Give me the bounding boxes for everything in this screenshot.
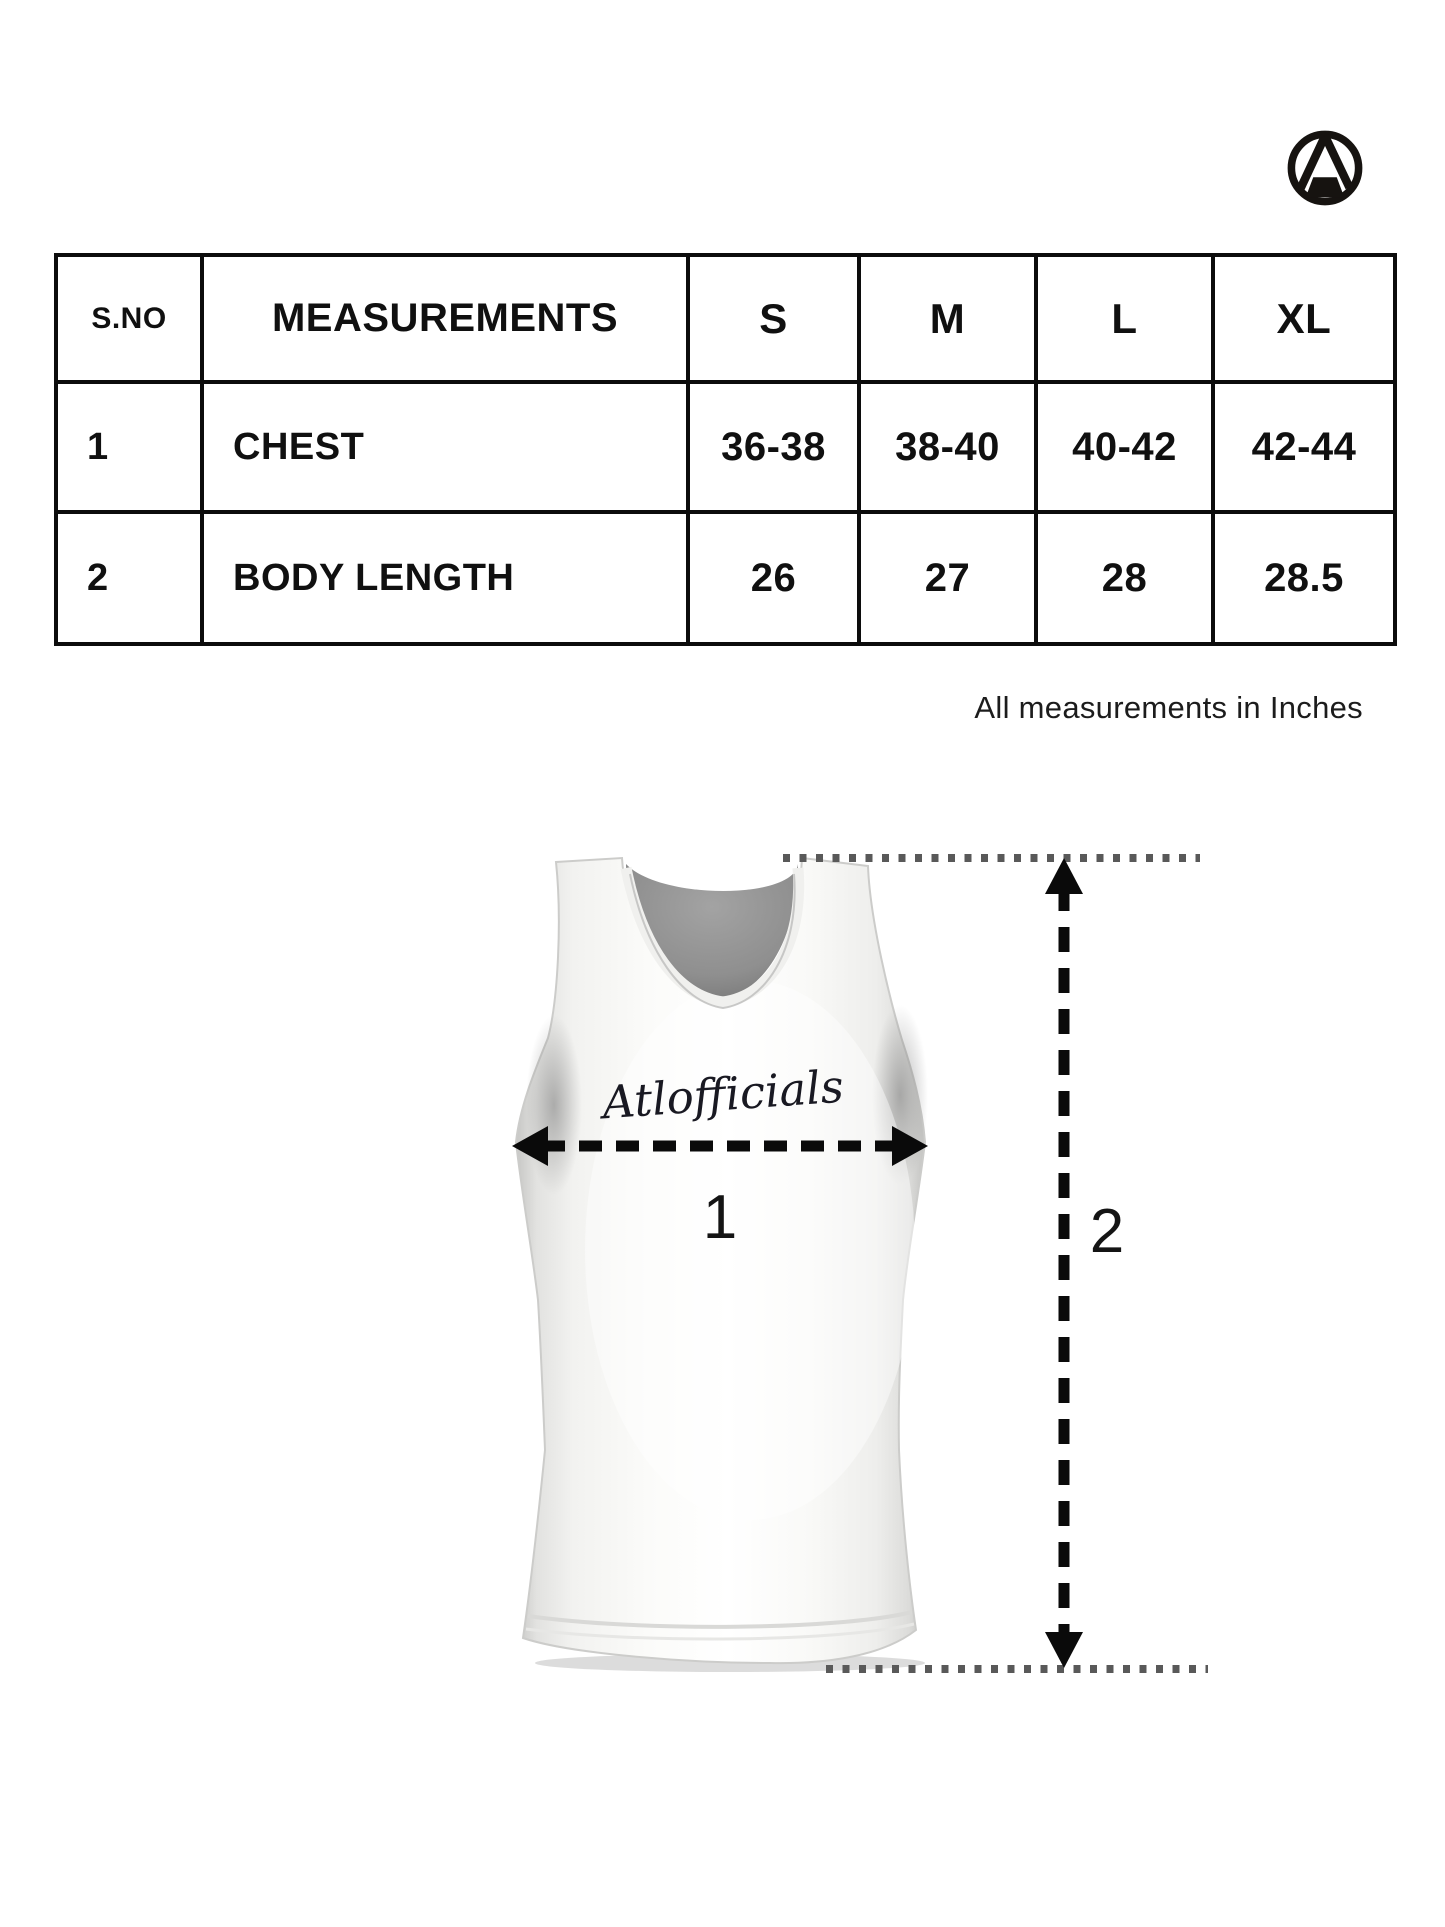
cell-chest-s: 36-38 <box>688 382 859 512</box>
cell-body-length-xl: 28.5 <box>1213 512 1395 644</box>
cell-sno-2: 2 <box>56 512 202 644</box>
cell-sno-1: 1 <box>56 382 202 512</box>
cell-body-length-m: 27 <box>859 512 1036 644</box>
cell-label-chest: CHEST <box>202 382 688 512</box>
header-size-xl: XL <box>1213 255 1395 382</box>
a-in-circle-icon <box>1283 126 1367 210</box>
garment-measurement-diagram <box>450 820 1260 1700</box>
cell-body-length-l: 28 <box>1036 512 1213 644</box>
cell-label-body-length: BODY LENGTH <box>202 512 688 644</box>
left-armpit-shading <box>526 1015 582 1195</box>
cell-chest-xl: 42-44 <box>1213 382 1395 512</box>
header-sno: S.NO <box>56 255 202 382</box>
units-note: All measurements in Inches <box>974 690 1363 725</box>
header-size-l: L <box>1036 255 1213 382</box>
length-marker-label: 2 <box>1089 1197 1125 1266</box>
header-size-s: S <box>688 255 859 382</box>
body-length-arrow <box>1045 858 1083 1668</box>
brand-logo-icon <box>1283 126 1367 210</box>
header-size-m: M <box>859 255 1036 382</box>
header-measurements: MEASUREMENTS <box>202 255 688 382</box>
chest-marker-label: 1 <box>702 1183 738 1252</box>
cell-chest-l: 40-42 <box>1036 382 1213 512</box>
chest-highlight <box>585 980 915 1520</box>
table-row-body-length <box>56 512 1395 644</box>
table-row-chest <box>56 382 1395 512</box>
cell-body-length-s: 26 <box>688 512 859 644</box>
size-chart-table <box>54 253 1397 646</box>
cell-chest-m: 38-40 <box>859 382 1036 512</box>
shirt-brand-script: Atlofficials <box>600 1059 846 1130</box>
table-header-row <box>56 255 1395 382</box>
